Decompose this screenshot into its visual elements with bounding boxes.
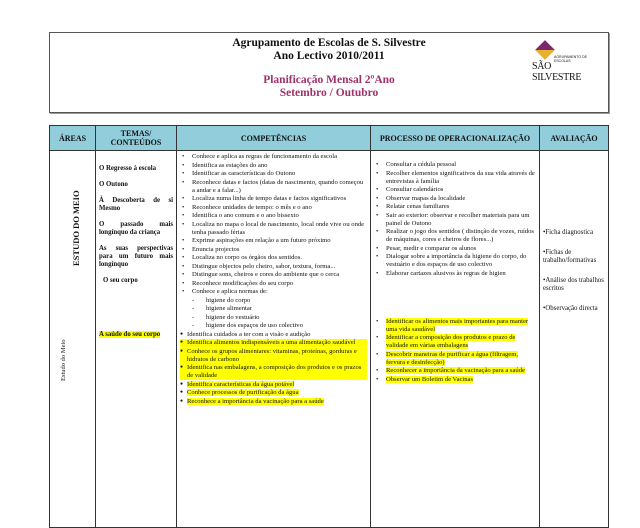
col-areas: ÁREAS xyxy=(50,126,96,151)
processo-highlighted: • Identificar a composição dos produtos e prazo de validade em várias embalagens xyxy=(374,334,536,350)
processo-item: • Relatar cenas familiares xyxy=(374,203,536,211)
competencia-highlighted: ● Reconhece a importância da vacinação para a saúde xyxy=(180,398,367,406)
tema: O Regresso à escola xyxy=(99,165,157,172)
processo-highlighted: • Descobrir maneiras de purificar a água (filtragem, fervura e desinfecção) xyxy=(374,351,536,367)
processo-item: • Sair ao exterior: observar e recolher materiais para um painel de Outono xyxy=(374,212,536,228)
norma: - higiene dos espaços de uso colectivo xyxy=(180,322,367,330)
processo-item: • Elaborar cartazes alusivos às regras de higien xyxy=(374,270,536,278)
competencia: • Reconhece unidades de tempo: o mês e o ano xyxy=(180,204,367,212)
temas-cell xyxy=(96,151,177,528)
table-header-row xyxy=(50,126,609,151)
avaliacao-cell xyxy=(540,151,609,528)
competencia: • Localiza no mapa o local de nascimento, local onde vive ou onde tenha passado férias xyxy=(180,221,367,237)
norma: - higiene do corpo xyxy=(180,297,367,305)
area-main: ESTUDO DO MEIO xyxy=(71,190,81,266)
processo-item: • Recolher elementos significativos da sua vida através de entrevistas à família xyxy=(374,170,536,186)
processo-cell xyxy=(371,151,540,528)
avaliacao-item: •Fichas de trabalho/formativas xyxy=(543,249,597,264)
plan-title: Planificação Mensal 2ºAno xyxy=(263,74,395,86)
competencia-highlighted: ● Identifica características da água potável xyxy=(180,381,367,389)
avaliacao-item: •Ficha diagnostica xyxy=(543,229,594,236)
competencias-cell xyxy=(177,151,371,528)
processo-item: • Pesar, medir e comparar os alunos xyxy=(374,245,536,253)
tema: O Outono xyxy=(99,181,128,188)
competencia-highlighted: ● Conhece processos de purificação da água xyxy=(180,389,367,397)
table-row xyxy=(50,151,609,528)
competencia: • Distingue sons, cheiros e cores do ambiente que o cerca xyxy=(180,271,367,279)
plan-period: Setembro / Outubro xyxy=(279,87,379,99)
avaliacao-item: •Observação directa xyxy=(543,305,598,312)
avaliacao-item: •Análise dos trabalhos escritos xyxy=(543,277,604,292)
school-name: Agrupamento de Escolas de S. Silvestre xyxy=(232,37,426,49)
col-processo: PROCESSO DE OPERACIONALIZAÇÃO xyxy=(371,126,540,151)
competencia: • Identifica as estações do ano xyxy=(180,162,367,170)
processo-highlighted: • Identificar os alimentos mais importantes para manter uma vida saudável xyxy=(374,318,536,334)
logo-mark-icon xyxy=(535,40,555,60)
norma: - higiene do vestuário xyxy=(180,314,367,322)
competencia: • Reconhece modificações do seu corpo xyxy=(180,280,367,288)
processo-highlighted: • Reconhecer a importância da vacinação para a saúde xyxy=(374,367,536,375)
tema: À Descoberta de si Mesmo xyxy=(99,197,173,212)
competencia: • Enuncia projectos xyxy=(180,246,367,254)
areas-cell xyxy=(50,151,96,528)
competencia: • Identificar as características do Outono xyxy=(180,170,367,178)
tema: A saúde do seu corpo xyxy=(99,331,161,338)
competencia: • Distingue objectos pelo cheiro, sabor, textura, forma... xyxy=(180,263,367,271)
school-logo xyxy=(532,41,602,81)
competencia: • Localiza numa linha de tempo datas e factos significativos xyxy=(180,195,367,203)
competencia: • Identifica o ano comum e o ano bissexto xyxy=(180,212,367,220)
processo-item: • Observar mapas da localidade xyxy=(374,195,536,203)
competencia: • Conhece e aplica as regras de funcionamento da escola xyxy=(180,153,367,161)
competencia-highlighted: ● Conhece os grupos alimentares: vitaminas, proteínas, gorduras e hidratos de carbono xyxy=(180,348,367,364)
competencia: • Localiza no corpo os órgãos dos sentidos. xyxy=(180,254,367,262)
col-avaliacao: AVALIAÇÃO xyxy=(540,126,609,151)
competencia-highlighted: ● Identifica alimentos indispensáveis a uma alimentação saudável xyxy=(180,339,367,347)
col-competencias: COMPETÊNCIAS xyxy=(177,126,371,151)
competencia: • Conhece e aplica normas de: xyxy=(180,288,367,296)
document-header xyxy=(49,32,609,113)
planning-table xyxy=(49,125,609,528)
tema: O seu corpo xyxy=(103,277,138,284)
competencia: • Reconhece datas e factos (datas de nascimento, quando começou a andar e a falar...) xyxy=(180,179,367,195)
col-temas: TEMAS/ CONTEÚDOS xyxy=(96,126,177,151)
school-year: Ano Lectivo 2010/2011 xyxy=(273,50,385,62)
processo-item: • Consultar calendários xyxy=(374,186,536,194)
processo-item: • Dialogar sobre a importância da higiene do corpo, do vestuário e dos espaços de uso colectivo xyxy=(374,253,536,269)
competencia: • Exprime aspirações em relação a um futuro próximo xyxy=(180,237,367,245)
processo-highlighted: • Observar um Boletim de Vacinas xyxy=(374,376,536,384)
norma: - higiene alimentar xyxy=(180,305,367,313)
processo-item: • Consultar a cédula pessoal xyxy=(374,161,536,169)
logo-small-text: AGRUPAMENTO DE ESCOLAS xyxy=(554,55,587,63)
area-sub: Estudo do Meio xyxy=(60,339,67,381)
processo-item: • Realizar o jogo dos sentidos ( distinção de vozes, ruídos de máquinas, cores e cheiros de flores...) xyxy=(374,228,536,244)
tema: As suas perspectivas para um futuro mais longínquo xyxy=(99,245,173,268)
competencia: ● Identifica cuidados a ter com a visão e audição xyxy=(180,331,367,339)
competencia-highlighted: ● Identifica nas embalagens, a composição dos produtos e os prazos de validade xyxy=(180,364,367,380)
logo-text: SÃO SILVESTRE xyxy=(532,61,582,83)
tema: O passado mais longínquo da criança xyxy=(99,221,173,236)
